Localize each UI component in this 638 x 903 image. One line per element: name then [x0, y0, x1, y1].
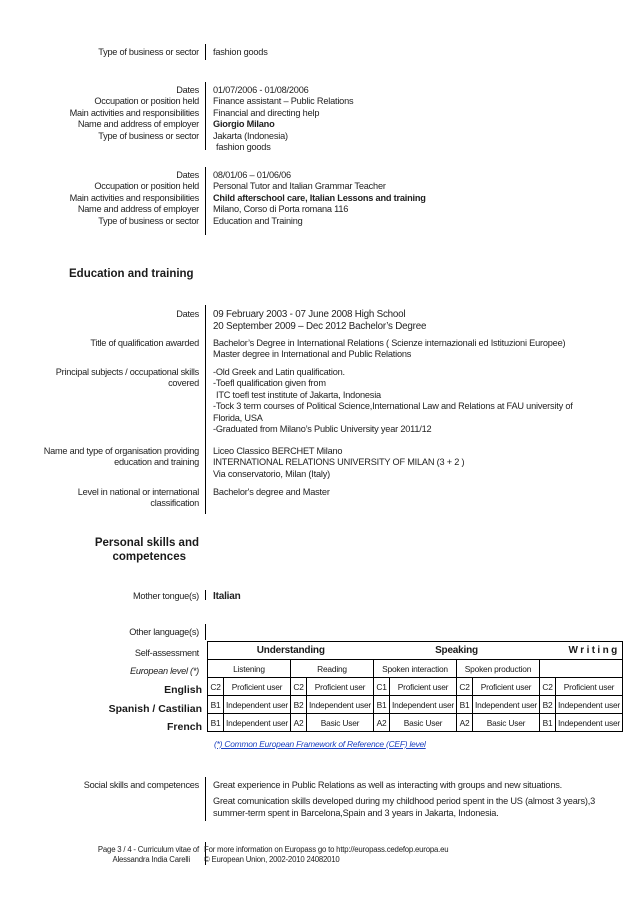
level-label: Level in national or international classification [77, 487, 199, 509]
job1-activities: Financial and directing help [213, 107, 320, 118]
qual-value: Bachelor’s Degree in International Relations ( Scienze internazionali ed Istituzioni Europee) Master degree in International and Public Relations [213, 338, 566, 360]
job1-employer: Giorgio Milano [213, 119, 275, 130]
table-row: B1 Independent user A2 Basic User A2 Basic User A2 Basic User B1 Independent user [208, 714, 623, 732]
european-level-label: European level (*) [129, 666, 199, 676]
job2-employer: Milano, Corso di Porta romana 116 [213, 204, 349, 215]
column-divider [205, 44, 206, 60]
column-divider [205, 305, 206, 514]
other-languages-label: Other language(s) [129, 627, 199, 637]
job2-values [213, 170, 625, 227]
lang-row-english: English [164, 684, 202, 696]
education-heading: Education and training [69, 268, 194, 280]
qual-label: Title of qualification awarded [90, 338, 199, 348]
column-divider [205, 777, 206, 821]
spoken-interaction-header: Spoken interaction [374, 660, 457, 678]
footer-left: Page 3 / 4 - Curriculum vitae of Alessandra India Carelli [97, 845, 199, 864]
column-divider [205, 590, 206, 600]
subjects-label: Principal subjects / occupational skills covered [55, 367, 199, 389]
personal-skills-heading: Personal skills and competences [94, 537, 199, 563]
edu-dates-label: Dates [176, 309, 199, 319]
cef-reference-link[interactable]: (*) Common European Framework of Reference (CEF) level [214, 739, 426, 749]
table-row: B1 Independent user B2 Independent user B1 Independent user B1 Independent user B2 Independent user [208, 696, 623, 714]
self-assessment-label: Self-assessment [134, 648, 199, 658]
subjects-value: -Old Greek and Latin qualification. -Toefl qualification given from ITC toefl test institute of Jakarta, Indonesia -Tock 3 term courses of Political Science,International Law and Relations at FAU university of Florida, USA -Graduated from Milano’s Public University year 2011/12 [213, 367, 573, 435]
job1-business: fashion goods [216, 142, 271, 153]
org-value: Liceo Classico BERCHET Milano INTERNATIONAL RELATIONS UNIVERSITY OF MILAN (3 + 2 ) Via conservatorio, Milan (Italy) [213, 446, 465, 479]
europass-link[interactable]: For more information on Europass go to http://europass.cedefop.europa.eu [204, 845, 449, 854]
social-skills-value: Great experience in Public Relations as well as interacting with groups and new situations. Great comunication skills developed during my childhood period spent in the US (almost 3 years),3 summer-term spent in Barcelona,Spain and 3 years in Jakarta, Indonesia. [213, 780, 595, 818]
cef-footnote[interactable] [214, 739, 626, 750]
mother-tongue-label: Mother tongue(s) [133, 591, 199, 601]
social-skills-label: Social skills and competences [83, 780, 199, 790]
language-table [207, 641, 623, 732]
level-value: Bachelor's degree and Master [213, 487, 330, 497]
job2-labels: Dates Occupation or position held Main activities and responsibilities Name and address of employer Type of business or sector [69, 170, 199, 226]
business-sector-value: fashion goods [213, 47, 268, 57]
job2-occupation: Personal Tutor and Italian Grammar Teacher [213, 181, 386, 192]
job1-occupation: Finance assistant – Public Relations [213, 96, 354, 107]
job1-address: Jakarta (Indonesia) [213, 130, 288, 141]
job2-activities: Child afterschool care, Italian Lessons and training [213, 192, 426, 203]
edu-dates: 09 February 2003 - 07 June 2008 High School 20 September 2009 – Dec 2012 Bachelor’s Degree [213, 309, 427, 332]
mother-tongue-value: Italian [213, 591, 241, 602]
lang-row-french: French [166, 721, 202, 733]
reading-header: Reading [291, 660, 374, 678]
job1-dates: 01/07/2006 - 01/08/2006 [213, 85, 309, 95]
column-divider [205, 167, 206, 235]
job1-labels: Dates Occupation or position held Main activities and responsibilities Name and address of employer Type of business or sector [69, 85, 199, 141]
listening-header: Listening [208, 660, 291, 678]
speaking-header: Speaking [374, 642, 540, 660]
column-divider [205, 624, 206, 640]
org-label: Name and type of organisation providing education and training [43, 446, 199, 468]
understanding-header: Understanding [208, 642, 374, 660]
job2-dates: 08/01/06 – 01/06/06 [213, 170, 291, 180]
column-divider [205, 82, 206, 150]
footer-right: For more information on Europass go to http://europass.cedefop.europa.eu © European Union, 2002-2010 24082010 [204, 845, 449, 864]
business-sector-label: Type of business or sector [98, 47, 199, 57]
job2-business: Education and Training [213, 215, 303, 226]
job1-values [213, 85, 625, 153]
table-row: C2 Proficient user C2 Proficient user C1 Proficient user C2 Proficient user C2 Proficient user [208, 678, 623, 696]
spoken-production-header: Spoken production [457, 660, 540, 678]
writing-header: W r i t i n g [540, 642, 623, 660]
lang-row-spanish: Spanish / Castilian [108, 703, 202, 715]
